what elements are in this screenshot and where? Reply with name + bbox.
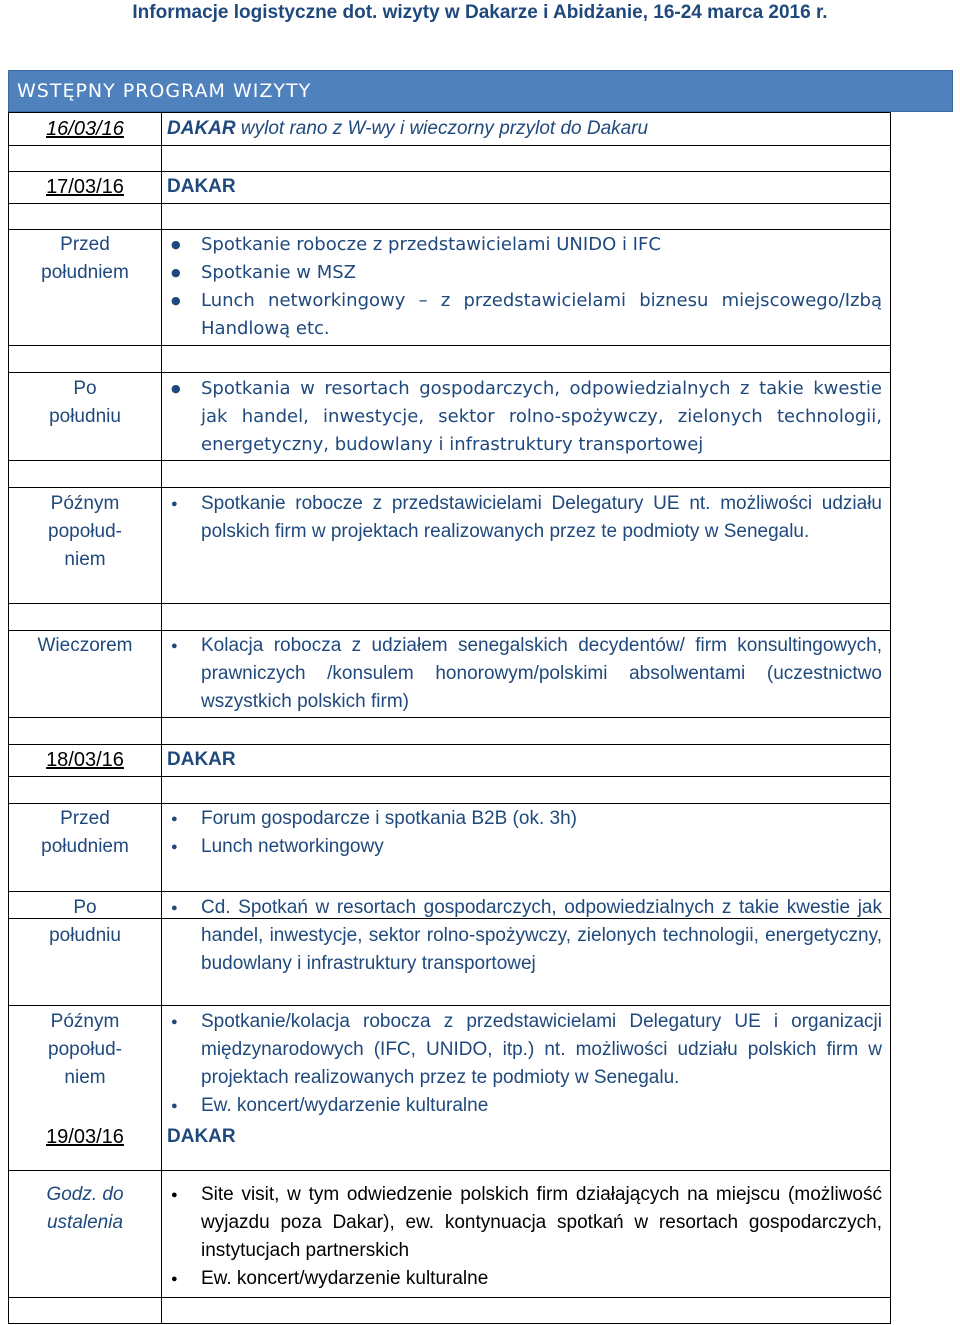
time-label-line: Przed (60, 808, 110, 829)
time-label-line: południem (41, 836, 129, 857)
row-divider (9, 487, 890, 488)
row-divider (9, 345, 890, 346)
row-divider (9, 1297, 890, 1298)
row-divider (9, 203, 890, 204)
program-header-label: WSTĘPNY PROGRAM WIZYTY (17, 80, 312, 102)
agenda-item: ● Ew. koncert/wydarzenie kulturalne (167, 1092, 882, 1120)
date-18-03: 18/03/16 (46, 749, 124, 771)
city-label: DAKAR (167, 176, 236, 197)
column-divider (161, 113, 162, 1323)
row-divider (9, 891, 890, 892)
time-label-line: ustalenia (46, 1212, 124, 1233)
row-divider (9, 145, 890, 146)
city-label: DAKAR (167, 118, 236, 139)
date-cell (9, 1123, 161, 1152)
row-divider (9, 744, 890, 745)
time-label-line: Po (73, 378, 97, 399)
agenda-item: ● Spotkanie w MSZ (167, 259, 882, 287)
date-17-03: 17/03/16 (46, 176, 124, 198)
agenda-list (167, 1008, 882, 1120)
date-19-03: 19/03/16 (46, 1126, 124, 1148)
time-label-line: południem (41, 262, 129, 283)
agenda-item: ● Spotkanie/kolacja robocza z przedstawicielami Delegatury UE i organizacji międzynarodowych (IFC, UNIDO, itp.) nt. możliwości udziału polskich firm w projektach realizowanych przez te podmioty w Senegalu. (167, 1008, 882, 1092)
row-divider (9, 630, 890, 631)
time-label-line: Po (73, 897, 97, 918)
row-divider (9, 460, 890, 461)
schedule-table (8, 112, 891, 1324)
time-label-line: Późnym (50, 493, 120, 514)
agenda-item: ● Lunch networkingowy (167, 833, 882, 861)
time-label-line: Godz. do (46, 1184, 124, 1205)
time-label-tbd (9, 1181, 161, 1237)
agenda-item: ● Site visit, w tym odwiedzenie polskich firm działających na miejscu (możliwość wyjazdu poza Dakar), ew. kontynuacja spotkań w resortach gospodarczych, instytucjach partnerskich (167, 1181, 882, 1265)
time-label-afternoon (9, 375, 161, 431)
time-label-late-afternoon (9, 1008, 161, 1092)
row-divider (9, 1170, 890, 1171)
agenda-item: ● Kolacja robocza z udziałem senegalskich decydentów/ firm konsultingowych, prawniczych /konsulem honorowym/polskimi absolwentami (uczestnictwo wszystkich polskich firm) (167, 632, 882, 716)
agenda-list (167, 375, 882, 459)
agenda-item: ● Cd. Spotkań w resortach gospodarczych, odpowiedzialnych z takie kwestie jak handel, inwestycje, sektor rolno-spożywczy, zielonych technologii, energetyczny, budowlany i infrastruktury transportowej (167, 894, 882, 978)
time-label-evening (9, 632, 161, 660)
time-label-line: popołud- (48, 1039, 122, 1060)
agenda-list (167, 894, 882, 978)
time-label-morning (9, 805, 161, 861)
time-label-morning (9, 231, 161, 287)
program-header (8, 70, 953, 112)
city-cell (167, 746, 882, 774)
date-cell (9, 746, 161, 775)
agenda-list (167, 490, 882, 546)
row-divider (9, 803, 890, 804)
time-label-line: niem (64, 1067, 106, 1088)
row-divider (9, 171, 890, 172)
agenda-item: ● Spotkanie robocze z przedstawicielami Delegatury UE nt. możliwości udziału polskich firm w projektach realizowanych przez te podmioty w Senegalu. (167, 490, 882, 546)
day1-desc: wylot rano z W-wy i wieczorny przylot do Dakaru (235, 118, 649, 139)
time-label-late-afternoon (9, 490, 161, 574)
date-16-03: 16/03/16 (46, 118, 124, 140)
row-divider (9, 229, 890, 230)
date-cell (9, 115, 161, 144)
time-label-line: popołud- (48, 521, 122, 542)
city-label: DAKAR (167, 1126, 236, 1147)
row-divider (9, 776, 890, 777)
city-label: DAKAR (167, 749, 236, 770)
row-divider (9, 372, 890, 373)
time-label-line: Przed (60, 234, 110, 255)
time-label-line: Późnym (50, 1011, 120, 1032)
agenda-item: ● Forum gospodarcze i spotkania B2B (ok. 3h) (167, 805, 882, 833)
row-divider (9, 717, 890, 718)
agenda-list (167, 805, 882, 861)
city-cell (167, 1123, 882, 1151)
page-title: Informacje logistyczne dot. wizyty w Dakarze i Abidżanie, 16-24 marca 2016 r. (132, 2, 828, 23)
time-label-line: południu (49, 406, 121, 427)
row-divider (9, 603, 890, 604)
agenda-item: ● Spotkanie robocze z przedstawicielami UNIDO i IFC (167, 231, 882, 259)
agenda-item: ● Lunch networkingowy – z przedstawicielami biznesu miejscowego/Izbą Handlową etc. (167, 287, 882, 343)
day1-description (167, 115, 882, 143)
time-label-line: niem (64, 549, 106, 570)
row-divider (9, 1005, 890, 1006)
agenda-list (167, 231, 882, 343)
city-cell (167, 173, 882, 201)
time-label-line: Wieczorem (37, 635, 133, 656)
agenda-item: ● Spotkania w resortach gospodarczych, odpowiedzialnych z takie kwestie jak handel, inwestycje, sektor rolno-spożywczy, zielonych technologii, energetyczny, budowlany i infrastruktury transportowej (167, 375, 882, 459)
time-label-afternoon (9, 894, 161, 950)
date-cell (9, 173, 161, 202)
agenda-list (167, 1181, 882, 1293)
agenda-item: ● Ew. koncert/wydarzenie kulturalne (167, 1265, 882, 1293)
time-label-line: południu (49, 925, 121, 946)
agenda-list (167, 632, 882, 716)
